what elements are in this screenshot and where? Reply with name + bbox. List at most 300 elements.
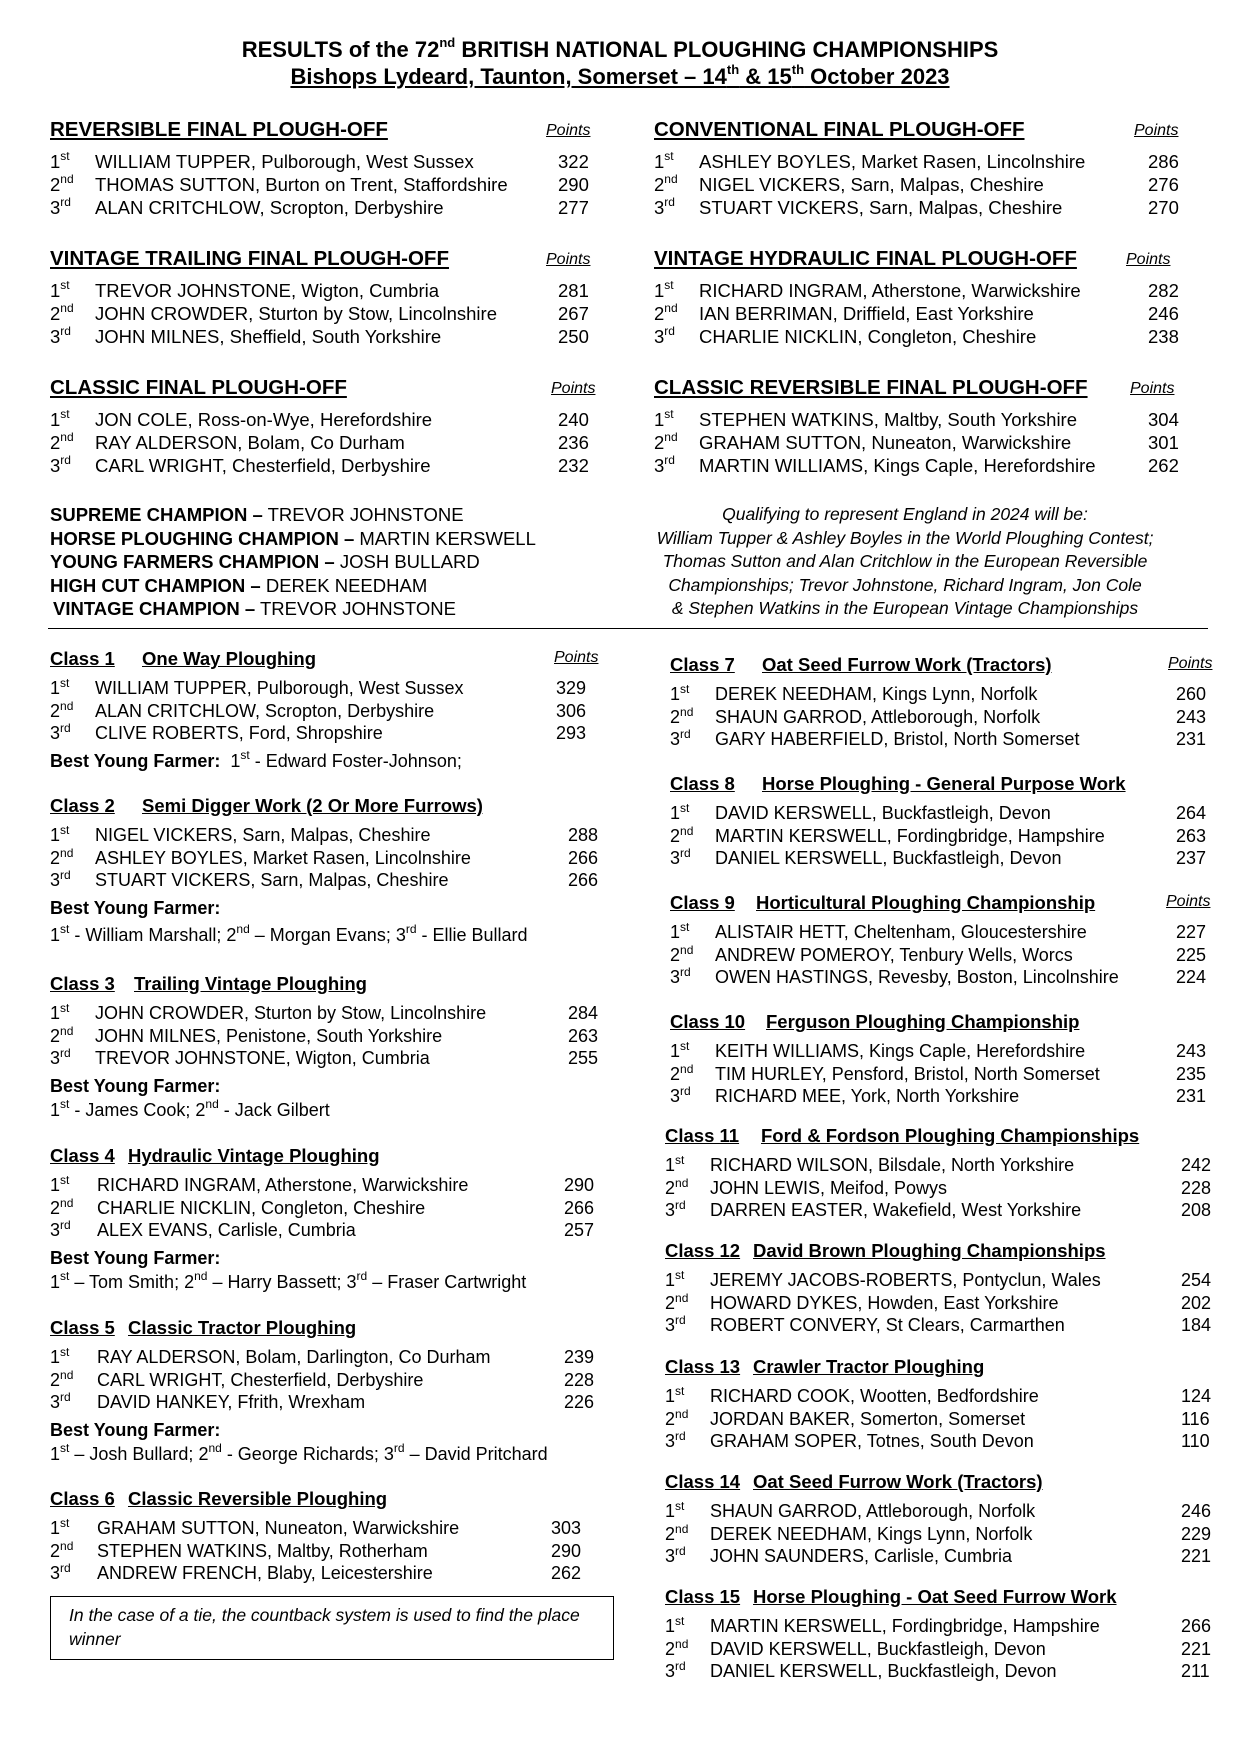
position-number: 3 <box>50 870 61 890</box>
points-value: 229 <box>1181 1523 1212 1544</box>
points-column-label: Points <box>1130 380 1175 397</box>
position-suffix: st <box>60 407 70 421</box>
position-label <box>654 325 675 348</box>
points-value: 184 <box>1181 1315 1212 1335</box>
position-number: 1 <box>50 1175 61 1195</box>
final-plough-off <box>654 118 1186 219</box>
position-suffix: st <box>680 920 690 934</box>
young-farmer-suffix: st <box>240 747 250 762</box>
position-suffix: nd <box>60 430 74 444</box>
points-value: 238 <box>1148 326 1179 347</box>
final-header <box>50 376 606 402</box>
competitor-name: STUART VICKERS, Sarn, Malpas, Cheshire <box>95 870 449 890</box>
points-value: 237 <box>1176 848 1207 868</box>
best-young-farmer <box>50 1270 610 1294</box>
position-suffix: rd <box>680 846 691 860</box>
competitor-name: JOHN MILNES, Sheffield, South Yorkshire <box>95 326 442 347</box>
points-value: 224 <box>1176 967 1207 987</box>
points-column-label: Points <box>1126 251 1171 268</box>
result-row <box>665 1500 1225 1523</box>
position-label <box>50 1197 73 1220</box>
competitor-name: THOMAS SUTTON, Burton on Trent, Staffordshire <box>95 174 508 195</box>
class-section <box>50 795 610 947</box>
position-number: 2 <box>670 706 681 727</box>
points-column-label: Points <box>1166 893 1211 910</box>
points-value: 225 <box>1176 944 1207 965</box>
position-suffix: st <box>664 149 674 163</box>
position-label <box>665 1545 686 1568</box>
position-number: 3 <box>50 723 61 743</box>
competitor-name: RAY ALDERSON, Bolam, Co Durham <box>95 432 405 453</box>
result-row <box>654 150 1186 173</box>
position-number: 1 <box>670 922 681 942</box>
young-farmer-name: - James Cook; <box>69 1099 196 1120</box>
result-row <box>670 944 1230 967</box>
class-title: Semi Digger Work (2 Or More Furrows) <box>142 795 483 816</box>
points-value: 266 <box>568 847 599 868</box>
result-row <box>670 921 1230 944</box>
competitor-name: RICHARD MEE, York, North Yorkshire <box>715 1086 1020 1106</box>
class-header <box>670 1011 1230 1037</box>
class-header <box>665 1356 1225 1382</box>
result-row <box>50 1562 610 1585</box>
position-suffix: nd <box>60 1023 74 1038</box>
points-value: 266 <box>568 870 599 890</box>
position-label <box>665 1177 688 1200</box>
competitor-name: SHAUN GARROD, Attleborough, Norfolk <box>710 1501 1036 1521</box>
result-row <box>50 408 606 431</box>
final-results <box>654 408 1186 477</box>
result-row <box>50 173 606 196</box>
position-number: 2 <box>665 1408 676 1429</box>
class-title: Trailing Vintage Ploughing <box>134 973 367 994</box>
class-results <box>670 683 1230 751</box>
position-number: 3 <box>665 1200 676 1220</box>
points-value: 260 <box>1176 684 1207 704</box>
position-label <box>50 869 71 892</box>
position-number: 1 <box>50 280 61 301</box>
competitor-name: ALAN CRITCHLOW, Scropton, Derbyshire <box>95 197 444 218</box>
result-row <box>654 196 1186 219</box>
result-row <box>50 1002 610 1025</box>
position-label <box>50 700 73 723</box>
position-number: 2 <box>50 700 61 721</box>
competitor-name: KEITH WILLIAMS, Kings Caple, Herefordshire <box>715 1041 1086 1061</box>
position-label <box>665 1638 688 1661</box>
result-row <box>654 454 1186 477</box>
class-number: Class 1 <box>50 648 115 669</box>
young-farmer-position: 1 <box>50 1443 61 1464</box>
points-value: 232 <box>558 455 589 476</box>
points-value: 281 <box>558 280 589 301</box>
position-suffix: st <box>60 823 70 837</box>
competitor-name: CHARLIE NICKLIN, Congleton, Cheshire <box>97 1197 426 1218</box>
final-plough-off <box>50 376 606 477</box>
competitor-name: SHAUN GARROD, Attleborough, Norfolk <box>715 706 1041 727</box>
result-row <box>665 1269 1225 1292</box>
position-label <box>50 677 69 700</box>
position-number: 2 <box>654 303 665 324</box>
position-label <box>665 1292 688 1315</box>
position-label <box>665 1385 684 1408</box>
position-label <box>670 944 693 967</box>
competitor-name: JOHN SAUNDERS, Carlisle, Cumbria <box>710 1546 1013 1566</box>
position-number: 1 <box>665 1155 676 1175</box>
position-label <box>670 921 689 944</box>
position-label <box>654 196 675 219</box>
position-suffix: nd <box>664 430 678 444</box>
result-row <box>670 847 1230 870</box>
position-label <box>670 1063 693 1086</box>
young-farmer-name: – David Pritchard <box>404 1443 548 1464</box>
class-title: Classic Tractor Ploughing <box>128 1317 357 1338</box>
result-row <box>50 279 606 302</box>
position-suffix: st <box>680 801 690 815</box>
points-value: 202 <box>1181 1292 1212 1313</box>
position-suffix: st <box>60 1345 70 1359</box>
young-farmer-suffix: nd <box>208 1440 222 1455</box>
position-label <box>654 150 674 173</box>
result-row <box>670 1063 1230 1086</box>
position-suffix: rd <box>60 1218 71 1232</box>
position-suffix: rd <box>60 324 71 338</box>
position-number: 3 <box>670 729 681 749</box>
position-suffix: rd <box>664 195 675 209</box>
class-results <box>50 1346 610 1414</box>
class-section <box>50 1317 610 1466</box>
position-suffix: nd <box>680 942 694 957</box>
position-suffix: rd <box>680 1084 691 1098</box>
champions-list <box>50 503 536 621</box>
position-suffix: rd <box>60 453 71 467</box>
position-number: 3 <box>50 455 61 476</box>
result-row <box>50 325 606 348</box>
position-suffix: nd <box>60 1538 74 1553</box>
class-section <box>665 1471 1225 1568</box>
final-header <box>50 118 606 144</box>
competitor-name: MARTIN KERSWELL, Fordingbridge, Hampshire <box>710 1616 1100 1636</box>
competitor-name: RICHARD INGRAM, Atherstone, Warwickshire <box>97 1175 469 1195</box>
position-number: 2 <box>665 1638 676 1659</box>
position-suffix: st <box>664 407 674 421</box>
position-number: 1 <box>665 1270 676 1290</box>
position-number: 2 <box>670 1063 681 1084</box>
class-number: Class 11 <box>665 1125 740 1146</box>
class-title: Horse Ploughing - Oat Seed Furrow Work <box>753 1586 1117 1607</box>
competitor-name: DEREK NEEDHAM, Kings Lynn, Norfolk <box>710 1523 1033 1544</box>
class-section <box>665 1586 1225 1683</box>
position-number: 1 <box>50 1518 61 1538</box>
young-farmer-name: – Josh Bullard; <box>69 1443 199 1464</box>
class-number: Class 13 <box>665 1356 741 1377</box>
result-row <box>654 408 1186 431</box>
position-suffix: st <box>675 1153 685 1167</box>
position-label <box>50 454 71 477</box>
points-value: 231 <box>1176 729 1207 749</box>
points-value: 277 <box>558 197 589 218</box>
points-value: 221 <box>1181 1638 1212 1659</box>
position-label <box>665 1615 684 1638</box>
young-farmer-position: 3 <box>395 924 406 945</box>
result-row <box>670 728 1230 751</box>
position-number: 1 <box>50 1003 61 1023</box>
position-number: 2 <box>50 1197 61 1218</box>
position-number: 3 <box>50 1392 61 1412</box>
young-farmer-name: – Morgan Evans; <box>249 924 396 945</box>
position-label <box>665 1660 686 1683</box>
young-farmer-position: 1 <box>230 750 241 771</box>
result-row <box>670 683 1230 706</box>
points-value: 242 <box>1181 1155 1212 1175</box>
spacer <box>220 751 230 771</box>
competitor-name: GRAHAM SUTTON, Nuneaton, Warwickshire <box>699 432 1072 453</box>
young-farmer-name: - Jack Gilbert <box>218 1099 330 1120</box>
result-row <box>50 1174 610 1197</box>
class-header <box>665 1240 1225 1266</box>
position-label <box>670 1040 689 1063</box>
position-label <box>665 1269 684 1292</box>
class-header <box>665 1471 1225 1497</box>
position-suffix: rd <box>675 1429 686 1443</box>
points-value: 255 <box>568 1048 599 1068</box>
final-title: CONVENTIONAL FINAL PLOUGH-OFF <box>654 118 1025 141</box>
class-section <box>50 1488 610 1585</box>
position-suffix: st <box>60 278 70 292</box>
position-label <box>670 1085 691 1108</box>
position-suffix: nd <box>664 301 678 315</box>
position-number: 3 <box>665 1661 676 1681</box>
class-section <box>50 973 610 1122</box>
class-title: David Brown Ploughing Championships <box>753 1240 1106 1261</box>
competitor-name: TREVOR JOHNSTONE, Wigton, Cumbria <box>95 1048 430 1068</box>
position-label <box>50 1025 73 1048</box>
best-young-farmer-label: Best Young Farmer: <box>50 1419 221 1440</box>
competitor-name: RAY ALDERSON, Bolam, Darlington, Co Durham <box>97 1347 491 1367</box>
position-number: 2 <box>654 174 665 195</box>
class-results <box>665 1154 1225 1222</box>
competitor-name: GRAHAM SOPER, Totnes, South Devon <box>710 1431 1034 1451</box>
best-young-farmer-label: Best Young Farmer: <box>50 897 221 918</box>
position-number: 3 <box>50 1048 61 1068</box>
position-suffix: st <box>675 1384 685 1398</box>
result-row <box>665 1154 1225 1177</box>
position-suffix: nd <box>60 698 74 713</box>
points-value: 211 <box>1181 1661 1210 1681</box>
position-label <box>50 1369 73 1392</box>
position-number: 2 <box>50 1025 61 1046</box>
young-farmer-position: 3 <box>346 1271 357 1292</box>
points-value: 304 <box>1148 409 1179 430</box>
position-label <box>665 1199 686 1222</box>
points-column-label: Points <box>554 649 599 666</box>
competitor-name: JOHN CROWDER, Sturton by Stow, Lincolnshire <box>95 303 497 324</box>
class-header <box>665 1125 1225 1151</box>
points-value: 239 <box>564 1347 595 1367</box>
final-title: CLASSIC REVERSIBLE FINAL PLOUGH-OFF <box>654 376 1088 399</box>
position-suffix: nd <box>60 845 74 860</box>
position-suffix: nd <box>60 301 74 315</box>
position-suffix: rd <box>60 1561 71 1575</box>
points-value: 228 <box>564 1369 595 1390</box>
position-label <box>50 1562 71 1585</box>
result-row <box>670 1040 1230 1063</box>
result-row <box>665 1177 1225 1200</box>
position-suffix: rd <box>675 1313 686 1327</box>
competitor-name: DEREK NEEDHAM, Kings Lynn, Norfolk <box>715 684 1038 704</box>
position-suffix: nd <box>675 1636 689 1651</box>
position-suffix: rd <box>60 195 71 209</box>
class-results <box>50 1517 610 1585</box>
position-number: 3 <box>50 197 61 218</box>
competitor-name: DARREN EASTER, Wakefield, West Yorkshire <box>710 1200 1082 1220</box>
champion-row: VINTAGE CHAMPION – TREVOR JOHNSTONE <box>53 598 456 619</box>
position-number: 1 <box>665 1386 676 1406</box>
position-number: 2 <box>665 1292 676 1313</box>
points-value: 329 <box>556 678 587 698</box>
competitor-name: WILLIAM TUPPER, Pulborough, West Sussex <box>95 678 464 698</box>
champion-row: SUPREME CHAMPION – TREVOR JOHNSTONE <box>50 504 464 525</box>
position-suffix: nd <box>675 1521 689 1536</box>
points-value: 257 <box>564 1220 595 1240</box>
position-label <box>665 1154 684 1177</box>
best-young-farmer <box>50 1442 610 1466</box>
result-row <box>665 1638 1225 1661</box>
points-value: 266 <box>564 1197 595 1218</box>
class-number: Class 8 <box>670 773 735 794</box>
class-results <box>50 1174 610 1242</box>
class-number: Class 3 <box>50 973 115 994</box>
final-results <box>654 279 1186 348</box>
position-number: 1 <box>50 825 61 845</box>
points-value: 228 <box>1181 1177 1212 1198</box>
class-title: Oat Seed Furrow Work (Tractors) <box>753 1471 1043 1492</box>
class-number: Class 4 <box>50 1145 115 1166</box>
class-header <box>50 1145 610 1171</box>
points-value: 208 <box>1181 1200 1212 1220</box>
competitor-name: ROBERT CONVERY, St Clears, Carmarthen <box>710 1315 1065 1335</box>
result-row <box>50 454 606 477</box>
points-value: 254 <box>1181 1270 1212 1290</box>
position-label <box>50 1174 69 1197</box>
final-results <box>50 279 606 348</box>
final-header <box>654 247 1186 273</box>
result-row <box>665 1314 1225 1337</box>
result-row <box>670 966 1230 989</box>
competitor-name: ASHLEY BOYLES, Market Rasen, Lincolnshire <box>699 151 1086 172</box>
position-suffix: nd <box>680 704 694 719</box>
position-suffix: nd <box>60 172 74 186</box>
class-results <box>665 1385 1225 1453</box>
young-farmer-name: - George Richards; <box>221 1443 384 1464</box>
result-row <box>665 1292 1225 1315</box>
position-number: 1 <box>670 684 681 704</box>
result-row <box>665 1545 1225 1568</box>
position-label <box>50 1047 71 1070</box>
result-row <box>50 431 606 454</box>
position-suffix: nd <box>675 1290 689 1305</box>
competitor-name: JOHN LEWIS, Meifod, Powys <box>710 1177 948 1198</box>
champion-row: HIGH CUT CHAMPION – DEREK NEEDHAM <box>50 574 428 596</box>
position-label <box>50 408 70 431</box>
position-label <box>665 1430 686 1453</box>
position-number: 2 <box>665 1177 676 1198</box>
result-row <box>50 150 606 173</box>
final-plough-off <box>50 247 606 348</box>
points-value: 231 <box>1176 1086 1207 1106</box>
position-suffix: rd <box>60 868 71 882</box>
points-value: 264 <box>1176 803 1207 823</box>
class-number: Class 14 <box>665 1471 741 1492</box>
points-column-label: Points <box>546 122 591 139</box>
best-young-farmer <box>50 923 610 947</box>
position-label <box>670 802 689 825</box>
points-value: 227 <box>1176 922 1207 942</box>
class-results <box>665 1615 1225 1683</box>
class-number: Class 2 <box>50 795 115 816</box>
class-header <box>50 973 610 999</box>
competitor-name: IAN BERRIMAN, Driffield, East Yorkshire <box>699 303 1034 324</box>
position-label <box>50 1540 73 1563</box>
position-label <box>50 1002 69 1025</box>
class-section <box>665 1240 1225 1337</box>
class-title: Horse Ploughing - General Purpose Work <box>762 773 1126 794</box>
class-header <box>50 795 610 821</box>
competitor-name: STEPHEN WATKINS, Maltby, South Yorkshire <box>699 409 1078 430</box>
position-number: 1 <box>50 1347 61 1367</box>
section-divider <box>48 628 1208 629</box>
position-label <box>670 825 693 848</box>
final-title: CLASSIC FINAL PLOUGH-OFF <box>50 376 347 399</box>
position-number: 2 <box>50 174 61 195</box>
points-value: 236 <box>558 432 589 453</box>
points-value: 270 <box>1148 197 1179 218</box>
class-title: Oat Seed Furrow Work (Tractors) <box>762 654 1052 675</box>
competitor-name: NIGEL VICKERS, Sarn, Malpas, Cheshire <box>699 174 1044 195</box>
competitor-name: DANIEL KERSWELL, Buckfastleigh, Devon <box>710 1661 1057 1681</box>
young-farmer-suffix: rd <box>356 1268 368 1283</box>
result-row <box>670 706 1230 729</box>
competitor-name: STEPHEN WATKINS, Maltby, Rotherham <box>97 1540 428 1561</box>
tie-note-box: In the case of a tie, the countback system is used to find the place winner <box>50 1596 614 1660</box>
class-number: Class 5 <box>50 1317 115 1338</box>
competitor-name: JORDAN BAKER, Somerton, Somerset <box>710 1408 1026 1429</box>
position-suffix: st <box>60 1001 70 1015</box>
position-suffix: st <box>680 682 690 696</box>
result-row <box>654 325 1186 348</box>
position-number: 2 <box>654 432 665 453</box>
position-label <box>670 683 689 706</box>
class-section <box>670 1011 1230 1108</box>
points-column-label: Points <box>546 251 591 268</box>
result-row <box>50 302 606 325</box>
position-suffix: st <box>675 1614 685 1628</box>
points-value: 246 <box>1148 303 1179 324</box>
class-section <box>50 648 610 773</box>
young-farmer-name: - Edward Foster-Johnson; <box>249 750 462 771</box>
position-number: 3 <box>665 1315 676 1335</box>
champion-row: HORSE PLOUGHING CHAMPION – MARTIN KERSWELL <box>50 527 536 549</box>
final-title: VINTAGE HYDRAULIC FINAL PLOUGH-OFF <box>654 247 1077 270</box>
result-row <box>50 1369 610 1392</box>
points-value: 262 <box>1148 455 1179 476</box>
competitor-name: MARTIN KERSWELL, Fordingbridge, Hampshire <box>715 825 1105 846</box>
position-number: 1 <box>654 409 665 430</box>
competitor-name: TIM HURLEY, Pensford, Bristol, North Somerset <box>715 1063 1100 1084</box>
competitor-name: HOWARD DYKES, Howden, East Yorkshire <box>710 1292 1059 1313</box>
position-label <box>50 722 71 745</box>
result-row <box>670 825 1230 848</box>
competitor-name: NIGEL VICKERS, Sarn, Malpas, Cheshire <box>95 825 431 845</box>
